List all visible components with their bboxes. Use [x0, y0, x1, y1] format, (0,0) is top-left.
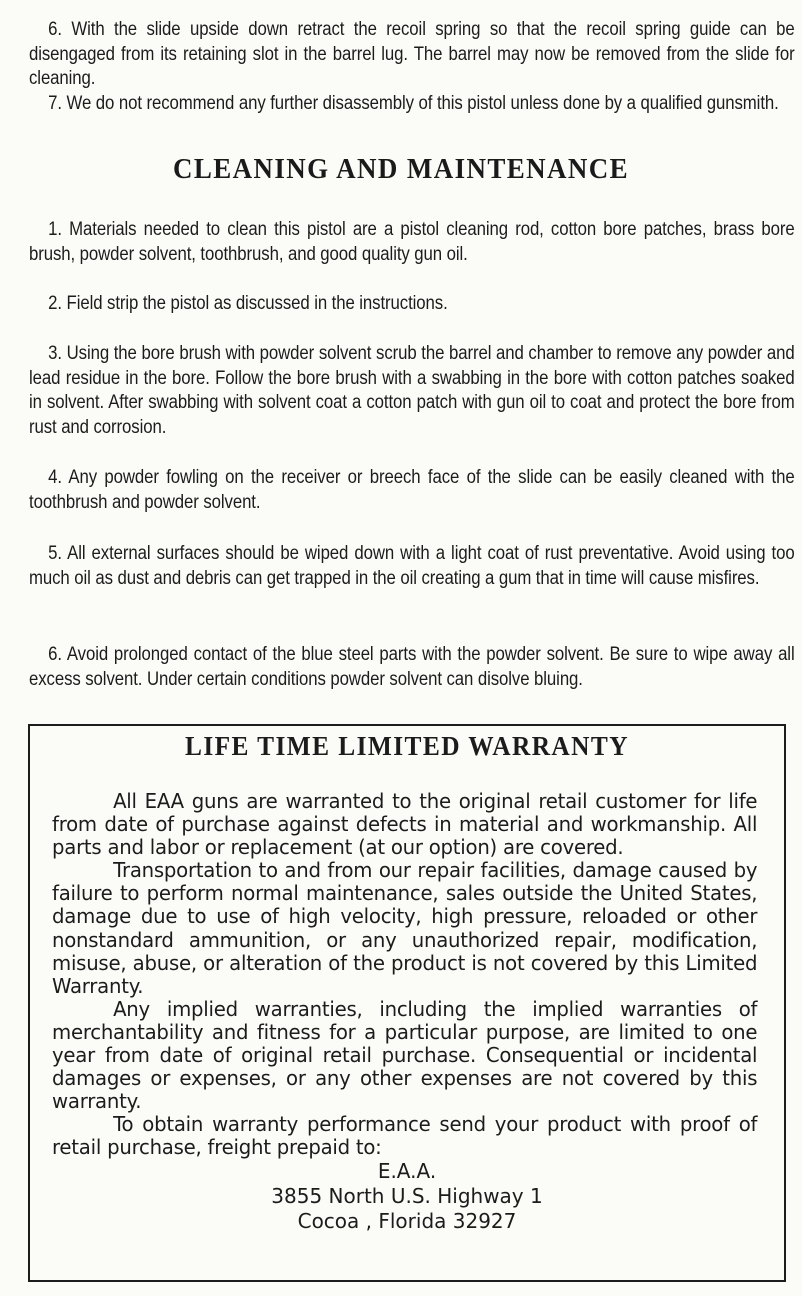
cleaning-item-1	[29, 218, 802, 267]
cleaning-item-2	[29, 292, 802, 317]
step-6-text: 6. With the slide upside down retract the recoil spring so that the recoil spring guide can be disengaged from its retaining slot in the barrel lug. The barrel may now be removed from the slide for cleaning.	[29, 19, 795, 89]
warranty-body	[52, 790, 757, 1160]
cleaning-item-5	[29, 542, 802, 591]
cleaning-item-text: 2. Field strip the pistol as discussed in the instructions.	[48, 293, 448, 314]
warranty-paragraph: Transportation to and from our repair facilities, damage caused by failure to perform normal maintenance, sales outside the United States, damage due to use of high velocity, high pressure, reloaded or other nonstandard ammunition, or any unauthorized repair, modification, misuse, abuse, or alteration of the product is not covered by this Limited Warranty.	[52, 858, 758, 998]
mailing-address	[30, 1159, 784, 1234]
warranty-paragraph: Any implied warranties, including the implied warranties of merchantability and fitness for a particular purpose, are limited to one year from date of original retail purchase. Consequential or incidental damages or expenses, or any other expenses are not covered by this warranty.	[52, 996, 758, 1114]
cleaning-heading: CLEANING AND MAINTENANCE	[172, 153, 630, 185]
disassembly-steps	[29, 18, 802, 116]
address-city: Cocoa , Florida 32927	[297, 1209, 517, 1233]
cleaning-item-3	[29, 342, 802, 440]
warranty-box	[28, 724, 786, 1282]
cleaning-item-6	[29, 643, 802, 692]
step-7-text: 7. We do not recommend any further disassembly of this pistol unless done by a qualified gunsmith.	[48, 92, 779, 114]
address-street: 3855 North U.S. Highway 1	[271, 1184, 543, 1208]
cleaning-item-text: 6. Avoid prolonged contact of the blue steel parts with the powder solvent. Be sure to wipe away all excess solvent. Under certain conditions powder solvent can disolve bluing.	[29, 644, 795, 690]
cleaning-item-text: 1. Materials needed to clean this pistol are a pistol cleaning rod, cotton bore patches, brass bore brush, powder solvent, toothbrush, and good quality gun oil.	[29, 219, 795, 265]
warranty-paragraph: To obtain warranty performance send your product with proof of retail purchase, freight prepaid to:	[52, 1112, 758, 1160]
warranty-paragraph: All EAA guns are warranted to the original retail customer for life from date of purchase against defects in material and workmanship. All parts and labor or replacement (at our option) are covered.	[52, 789, 758, 860]
cleaning-item-text: 4. Any powder fowling on the receiver or breech face of the slide can be easily cleaned with the toothbrush and powder solvent.	[29, 467, 795, 513]
cleaning-item-text: 5. All external surfaces should be wiped down with a light coat of rust preventative. Avoid using too much oil as dust and debris can get trapped in the oil creating a gum that in time will cause misfires.	[29, 543, 795, 589]
cleaning-item-text: 3. Using the bore brush with powder solvent scrub the barrel and chamber to remove any powder and lead residue in the bore. Follow the bore brush with a swabbing in the bore with cotton patches soaked in solvent. After swabbing with solvent coat a cotton patch with gun oil to coat and protect the bore from rust and corrosion.	[29, 343, 795, 438]
cleaning-item-4	[29, 466, 802, 515]
address-name: E.A.A.	[377, 1159, 437, 1183]
warranty-title: LIFE TIME LIMITED WARRANTY	[184, 731, 630, 761]
